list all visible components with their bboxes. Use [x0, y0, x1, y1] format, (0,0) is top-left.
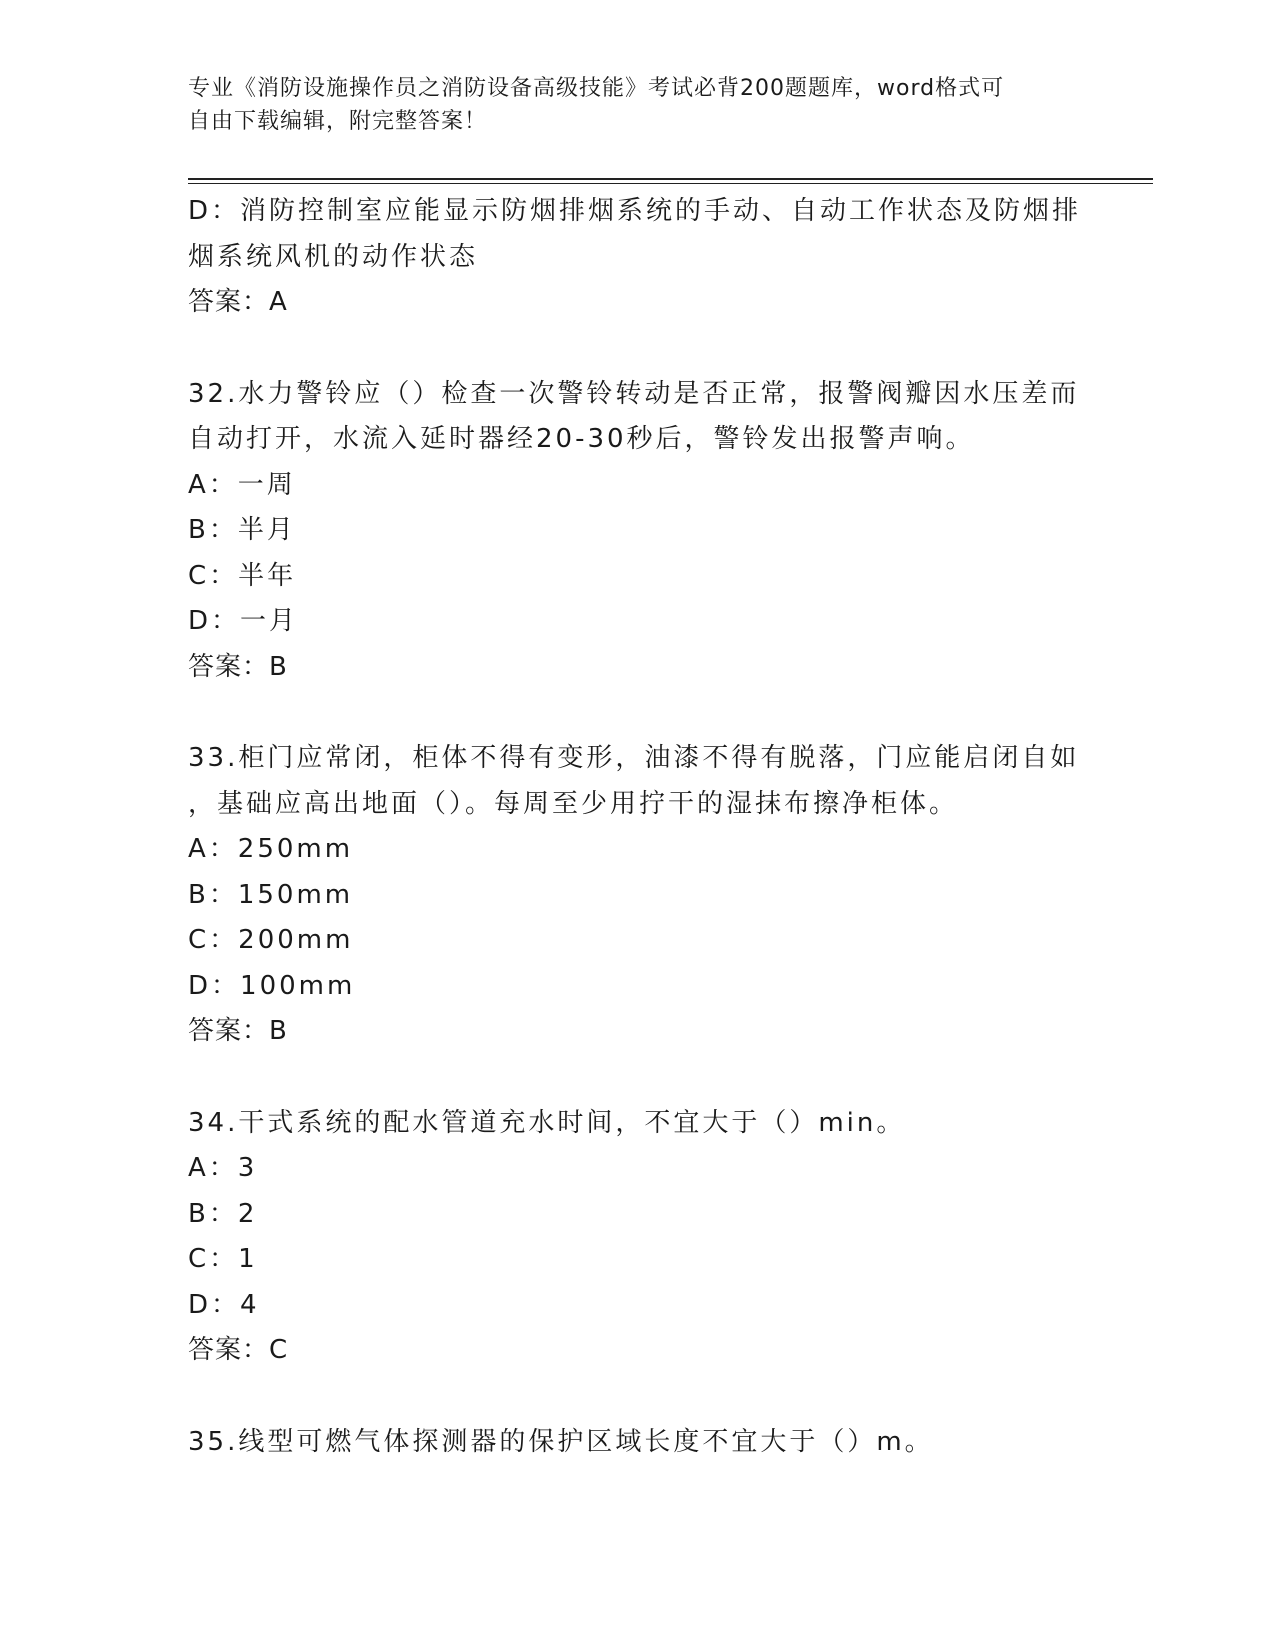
- question-block: [188, 189, 1088, 326]
- answer-line: 答案：B: [188, 1016, 288, 1046]
- question-block: [188, 736, 1088, 1055]
- question-text: 35.线型可燃气体探测器的保护区域长度不宜大于（）m。: [188, 1426, 934, 1457]
- option-line: D：一月: [188, 606, 299, 636]
- option-line: C：半年: [188, 560, 297, 591]
- question-block: [188, 1420, 1088, 1466]
- question-block: [188, 1101, 1088, 1374]
- header-divider-thin: [188, 183, 1153, 184]
- spacer: [188, 1055, 1088, 1101]
- spacer: [188, 1374, 1088, 1420]
- question-text: 自动打开，水流入延时器经20-30秒后，警铃发出报警声响。: [188, 424, 975, 454]
- option-line: D：消防控制室应能显示防烟排烟系统的手动、自动工作状态及防烟排: [188, 196, 1082, 226]
- option-line: B：150mm: [188, 879, 354, 910]
- header-line-2: 自由下载编辑，附完整答案！: [188, 109, 488, 134]
- answer-line: 答案：B: [188, 651, 288, 682]
- option-line: A：一周: [188, 469, 296, 500]
- option-line: A：3: [188, 1153, 258, 1183]
- option-line: C：200mm: [188, 925, 354, 955]
- option-line: A：250mm: [188, 834, 354, 864]
- page-header: [188, 72, 1068, 138]
- question-text: 32.水力警铃应（）检查一次警铃转动是否正常，报警阀瓣因水压差而: [188, 378, 1080, 409]
- question-block: [188, 372, 1088, 691]
- header-line-1: 专业《消防设施操作员之消防设备高级技能》考试必背200题题库，word格式可: [188, 76, 1005, 101]
- answer-line: 答案：C: [188, 1335, 289, 1365]
- spacer: [188, 690, 1088, 736]
- option-line: D：4: [188, 1289, 260, 1320]
- option-line: B：半月: [188, 515, 296, 545]
- question-text: 33.柜门应常闭，柜体不得有变形，油漆不得有脱落，门应能启闭自如: [188, 743, 1080, 773]
- question-text: 34.干式系统的配水管道充水时间，不宜大于（）min。: [188, 1107, 906, 1138]
- option-line: C：1: [188, 1244, 258, 1274]
- option-line: 烟系统风机的动作状态: [188, 241, 479, 272]
- option-line: B：2: [188, 1198, 258, 1229]
- option-line: D：100mm: [188, 970, 356, 1001]
- answer-line: 答案：A: [188, 287, 288, 317]
- spacer: [188, 326, 1088, 372]
- header-divider: [188, 178, 1153, 180]
- question-list: [188, 189, 1088, 1465]
- question-text: ，基础应高出地面（）。每周至少用拧干的湿抹布擦净柜体。: [188, 788, 959, 819]
